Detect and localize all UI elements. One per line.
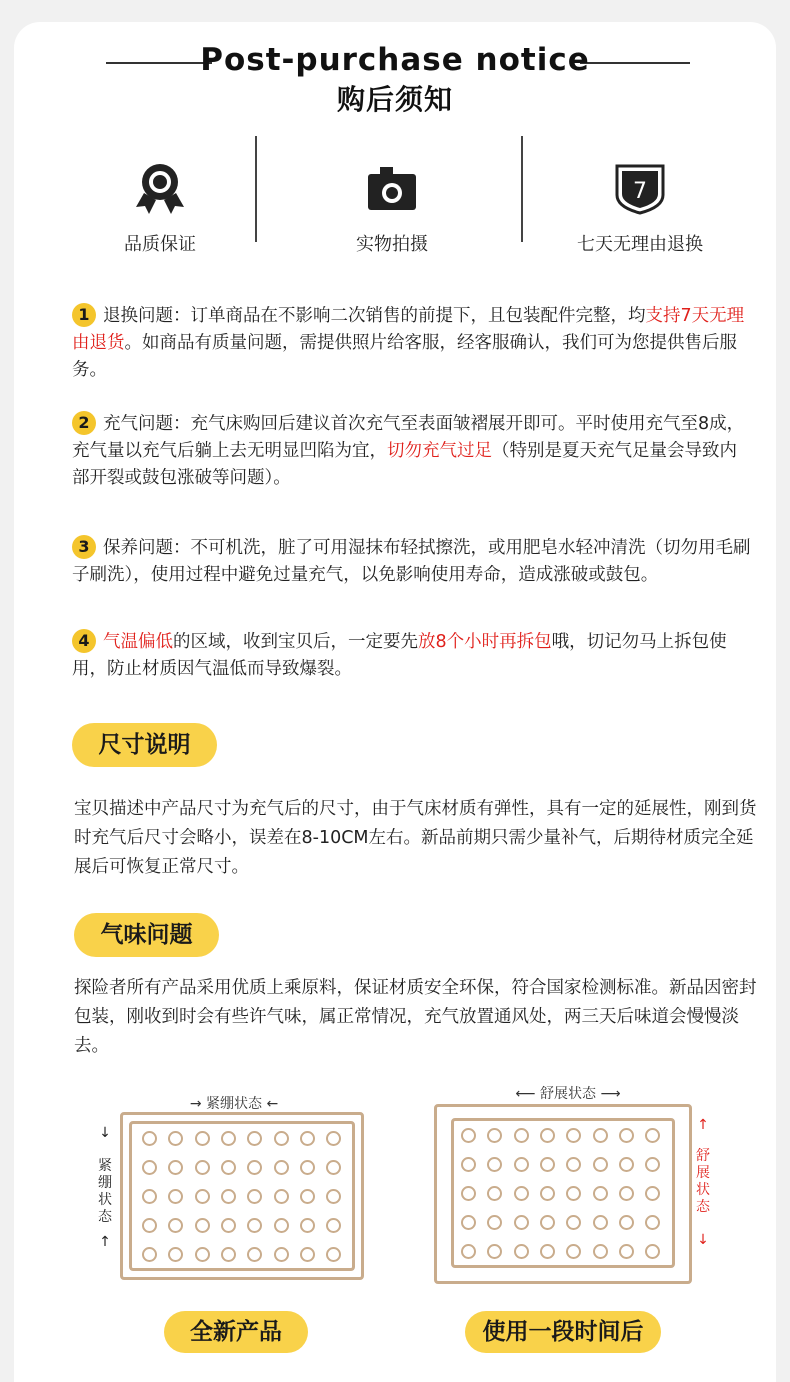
air-hole xyxy=(221,1189,236,1204)
compressed-caption: → 紧绷状态 ← xyxy=(189,1096,279,1112)
feature-divider xyxy=(521,136,523,242)
air-hole xyxy=(514,1215,529,1230)
arrow-right-icon: → xyxy=(189,1096,202,1112)
number-badge: 2 xyxy=(72,411,96,435)
air-hole xyxy=(326,1247,341,1262)
notice-item-1 xyxy=(72,303,752,384)
air-hole xyxy=(142,1160,157,1175)
air-hole xyxy=(540,1186,555,1201)
air-hole xyxy=(619,1244,634,1259)
notice-highlight: 切勿充气过足 xyxy=(387,441,492,461)
air-hole xyxy=(514,1186,529,1201)
camera-icon xyxy=(292,160,492,218)
air-hole xyxy=(461,1186,476,1201)
notice-text: 哦，切记勿马上拆包使用，防止材质因气温低而导致爆裂。 xyxy=(72,632,727,679)
feature-label: 实物拍摄 xyxy=(356,234,428,255)
air-hole xyxy=(300,1160,315,1175)
air-hole xyxy=(195,1131,210,1146)
page-title-en: Post-purchase notice xyxy=(200,42,590,78)
mat-diagram-new xyxy=(120,1112,364,1280)
air-hole xyxy=(619,1128,634,1143)
arrow-left-icon: ⟵ xyxy=(515,1086,536,1102)
notice-highlight: 放8个小时再拆包 xyxy=(418,632,552,652)
feature-label: 品质保证 xyxy=(124,234,196,255)
feature-quality xyxy=(60,160,260,256)
arrow-right-icon: ⟶ xyxy=(600,1086,621,1102)
air-hole xyxy=(300,1247,315,1262)
notice-item-2 xyxy=(72,411,752,492)
air-hole xyxy=(221,1247,236,1262)
section-heading-size: 尺寸说明 xyxy=(72,723,217,767)
air-hole xyxy=(300,1218,315,1233)
air-hole xyxy=(540,1244,555,1259)
air-hole xyxy=(540,1128,555,1143)
air-hole xyxy=(274,1160,289,1175)
air-hole xyxy=(540,1157,555,1172)
number-badge: 1 xyxy=(72,303,96,327)
air-hole xyxy=(514,1244,529,1259)
notice-text: 退换问题：订单商品在不影响二次销售的前提下，且包装配件完整，均 xyxy=(103,306,646,326)
air-hole xyxy=(593,1128,608,1143)
air-hole xyxy=(142,1218,157,1233)
air-hole xyxy=(195,1160,210,1175)
notice-text: 。如商品有质量问题，需提供照片给客服，经客服确认，我们可为您提供售后服务。 xyxy=(72,333,737,380)
air-hole xyxy=(274,1218,289,1233)
notice-text: （特别是夏天充气足量会导致内部开裂或鼓包涨破等问题）。 xyxy=(72,441,737,488)
size-description: 宝贝描述中产品尺寸为充气后的尺寸，由于气床材质有弹性，具有一定的延展性，刚到货时充气后尺寸会略小，误差在8-10CM左右。新品前期只需少量补气，后期待材质完全延展后可恢复正常尺寸。 xyxy=(74,799,757,877)
notice-text: 充气问题：充气床购回后建议首次充气至表面皱褶展开即可。平时使用充气至8成，充气量以充气后躺上去无明显凹陷为宜， xyxy=(72,414,745,461)
shield-seven-icon xyxy=(540,160,740,218)
notice-highlight: 气温偏低 xyxy=(103,632,173,652)
air-hole xyxy=(461,1215,476,1230)
section-heading-odor: 气味问题 xyxy=(74,913,219,957)
air-hole xyxy=(593,1244,608,1259)
mat-inner-border xyxy=(129,1121,355,1271)
air-hole xyxy=(274,1189,289,1204)
air-hole xyxy=(593,1186,608,1201)
air-hole xyxy=(645,1244,660,1259)
notice-text: 保养问题：不可机洗，脏了可用湿抹布轻拭擦洗，或用肥皂水轻冲清洗（切勿用毛刷子刷洗），使用过程中避免过量充气，以免影响使用寿命，造成涨破或鼓包。 xyxy=(72,538,751,585)
feature-real-photo xyxy=(292,160,492,256)
label-new-product: 全新产品 xyxy=(164,1311,308,1353)
air-hole xyxy=(195,1247,210,1262)
air-hole xyxy=(645,1157,660,1172)
relaxed-side-caption: ↑ 舒展状态 ↓ xyxy=(696,1117,710,1248)
air-hole xyxy=(326,1131,341,1146)
mat-diagram-used xyxy=(434,1104,692,1284)
air-hole xyxy=(514,1128,529,1143)
notice-highlight: 支持7天无理由退货 xyxy=(72,306,745,353)
air-hole xyxy=(461,1157,476,1172)
air-hole xyxy=(619,1157,634,1172)
svg-text:7: 7 xyxy=(633,179,647,204)
notice-item-3 xyxy=(72,535,752,589)
feature-label: 七天无理由退换 xyxy=(577,234,703,255)
notice-text: 的区域，收到宝贝后，一定要先 xyxy=(173,632,418,652)
feature-divider xyxy=(255,136,257,242)
air-hole xyxy=(593,1157,608,1172)
air-hole xyxy=(461,1244,476,1259)
air-hole xyxy=(514,1157,529,1172)
arrow-down-icon: ↓ xyxy=(99,1125,111,1141)
air-hole xyxy=(593,1215,608,1230)
air-hole xyxy=(540,1215,555,1230)
arrow-left-icon: ← xyxy=(266,1096,279,1112)
arrow-up-icon: ↑ xyxy=(99,1234,111,1250)
arrow-up-icon: ↑ xyxy=(697,1117,709,1133)
award-badge-icon xyxy=(60,160,260,218)
air-hole xyxy=(645,1215,660,1230)
air-hole xyxy=(326,1189,341,1204)
page-title-cn: 购后须知 xyxy=(336,83,453,116)
air-hole xyxy=(195,1218,210,1233)
air-hole xyxy=(195,1189,210,1204)
mat-inner-border xyxy=(451,1118,675,1268)
number-badge: 4 xyxy=(72,629,96,653)
air-hole xyxy=(619,1186,634,1201)
air-hole xyxy=(461,1128,476,1143)
odor-description: 探险者所有产品采用优质上乘原料，保证材质安全环保，符合国家检测标准。新品因密封包装，刚收到时会有些许气味，属正常情况，充气放置通风处，两三天后味道会慢慢淡去。 xyxy=(74,978,757,1056)
arrow-down-icon: ↓ xyxy=(697,1232,709,1248)
air-hole xyxy=(326,1218,341,1233)
air-hole xyxy=(142,1247,157,1262)
air-hole xyxy=(274,1247,289,1262)
air-hole xyxy=(300,1189,315,1204)
air-hole xyxy=(300,1131,315,1146)
compressed-side-caption: ↓ 紧绷状态 ↑ xyxy=(98,1125,112,1250)
relaxed-caption: ⟵ 舒展状态 ⟶ xyxy=(515,1086,621,1102)
air-hole xyxy=(645,1128,660,1143)
number-badge: 3 xyxy=(72,535,96,559)
air-hole xyxy=(221,1218,236,1233)
feature-seven-day-return xyxy=(540,160,740,256)
air-hole xyxy=(619,1215,634,1230)
air-hole xyxy=(645,1186,660,1201)
air-hole xyxy=(142,1189,157,1204)
label-after-use: 使用一段时间后 xyxy=(465,1311,661,1353)
air-hole xyxy=(221,1131,236,1146)
notice-item-4 xyxy=(72,629,752,683)
air-hole xyxy=(142,1131,157,1146)
air-hole xyxy=(274,1131,289,1146)
air-hole xyxy=(326,1160,341,1175)
air-hole xyxy=(221,1160,236,1175)
